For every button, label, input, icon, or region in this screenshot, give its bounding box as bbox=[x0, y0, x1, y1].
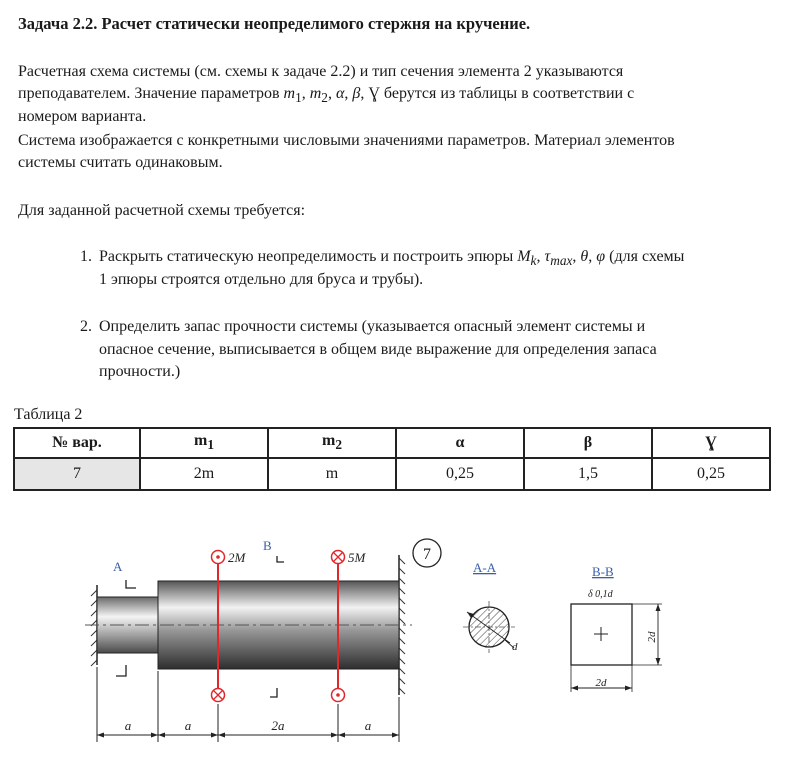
cell-alpha: 0,25 bbox=[396, 458, 524, 490]
view-bb-thickness: δ 0,1d bbox=[588, 589, 613, 600]
dim-label-3: 2a bbox=[271, 718, 285, 733]
cell-m2: m bbox=[268, 458, 396, 490]
table-caption: Таблица 2 bbox=[14, 406, 83, 423]
cell-m1: 2m bbox=[140, 458, 268, 490]
table-header-row bbox=[14, 428, 770, 458]
view-bb-width: 2d bbox=[595, 677, 607, 689]
scheme-number: 7 bbox=[423, 546, 431, 563]
header-gamma: Ɣ bbox=[652, 428, 770, 458]
intro-line-4: Система изображается с конкретными числовыми значениями параметров. Материал элементов bbox=[18, 132, 675, 149]
view-bb-title: B-B bbox=[592, 564, 614, 579]
section-a-label: A bbox=[113, 559, 123, 574]
table-row bbox=[14, 458, 770, 490]
moment-5m-label: 5M bbox=[348, 550, 366, 565]
view-aa-section bbox=[463, 601, 515, 653]
intro-line-3: номером варианта. bbox=[18, 108, 147, 125]
dim-label-2: a bbox=[184, 718, 192, 733]
view-aa-title: A-A bbox=[473, 560, 497, 575]
section-b-label: B bbox=[263, 538, 272, 553]
dimension-lines bbox=[97, 667, 399, 742]
dim-label-1: a bbox=[124, 718, 132, 733]
requirement-heading: Для заданной расчетной схемы требуется: bbox=[18, 202, 306, 219]
intro-line-5: системы считать одинаковым. bbox=[18, 154, 223, 171]
dim-label-4: a bbox=[364, 718, 372, 733]
header-alpha: α bbox=[396, 428, 524, 458]
variant-table bbox=[13, 427, 771, 491]
cell-variant: 7 bbox=[14, 458, 140, 490]
task-title: Задача 2.2. Расчет статически неопределимого стержня на кручение. bbox=[18, 14, 531, 33]
header-variant: № вар. bbox=[14, 428, 140, 458]
scheme-drawing bbox=[0, 520, 798, 784]
view-bb-section bbox=[571, 604, 662, 692]
header-beta: β bbox=[524, 428, 652, 458]
header-m1: $m_1$ bbox=[140, 428, 268, 458]
cell-beta: 1,5 bbox=[524, 458, 652, 490]
header-m2: $m_2$ bbox=[268, 428, 396, 458]
intro-line-1: Расчетная схема системы (см. схемы к задаче 2.2) и тип сечения элемента 2 указываются bbox=[18, 63, 624, 80]
cell-gamma: 0,25 bbox=[652, 458, 770, 490]
view-aa-diameter: d bbox=[512, 641, 518, 653]
moment-2m-label: 2M bbox=[228, 550, 246, 565]
intro-line-2: преподавателем. Значение параметров $m_1$, $m_2$, α, β, Ɣ берутся из таблицы в соответствии с bbox=[18, 85, 635, 106]
view-bb-height: 2d bbox=[646, 631, 658, 643]
